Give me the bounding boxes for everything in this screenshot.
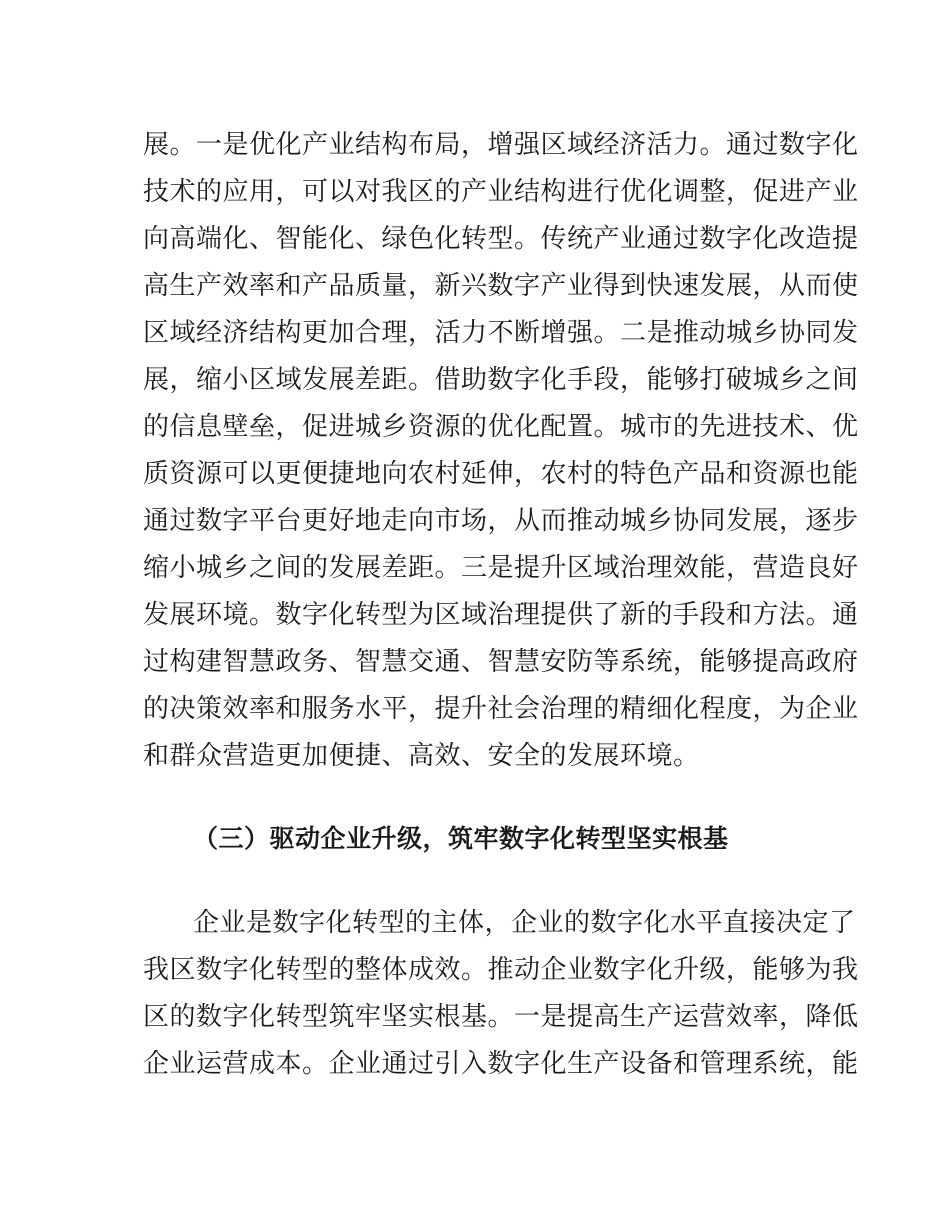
- paragraph-2-line-3: 区的数字化转型筑牢坚实根基。一是提高生产运营效率，降低: [143, 1002, 859, 1032]
- paragraph-2-line-2: 我区数字化转型的整体成效。推动企业数字化升级，能够为我: [143, 955, 859, 985]
- paragraph-1-line-5: 区域经济结构更加合理，活力不断增强。二是推动城乡协同发: [143, 318, 859, 348]
- section-heading: （三）驱动企业升级，筑牢数字化转型坚实根基: [193, 824, 729, 853]
- paragraph-1-line-12: 过构建智慧政务、智慧交通、智慧安防等系统，能够提高政府: [143, 647, 859, 677]
- paragraph-1-line-13: 的决策效率和服务水平，提升社会治理的精细化程度，为企业: [143, 694, 859, 724]
- paragraph-1-line-3: 向高端化、智能化、绿色化转型。传统产业通过数字化改造提: [143, 224, 859, 254]
- paragraph-1-line-9: 通过数字平台更好地走向市场，从而推动城乡协同发展，逐步: [143, 506, 859, 536]
- paragraph-1-line-1: 展。一是优化产业结构布局，增强区域经济活力。通过数字化: [143, 130, 859, 160]
- paragraph-1-line-11: 发展环境。数字化转型为区域治理提供了新的手段和方法。通: [143, 600, 859, 630]
- paragraph-1-line-4: 高生产效率和产品质量，新兴数字产业得到快速发展，从而使: [143, 271, 859, 301]
- paragraph-1-line-10: 缩小城乡之间的发展差距。三是提升区域治理效能，营造良好: [143, 553, 859, 583]
- paragraph-1-line-14: 和群众营造更加便捷、高效、安全的发展环境。: [143, 741, 700, 771]
- paragraph-2-line-4: 企业运营成本。企业通过引入数字化生产设备和管理系统，能: [143, 1049, 859, 1079]
- paragraph-1-line-8: 质资源可以更便捷地向农村延伸，农村的特色产品和资源也能: [143, 459, 859, 489]
- paragraph-1-line-6: 展，缩小区域发展差距。借助数字化手段，能够打破城乡之间: [143, 365, 859, 395]
- paragraph-2-line-1: 企业是数字化转型的主体，企业的数字化水平直接决定了: [193, 908, 856, 938]
- paragraph-1-line-7: 的信息壁垒，促进城乡资源的优化配置。城市的先进技术、优: [143, 412, 859, 442]
- paragraph-1-line-2: 技术的应用，可以对我区的产业结构进行优化调整，促进产业: [143, 177, 859, 207]
